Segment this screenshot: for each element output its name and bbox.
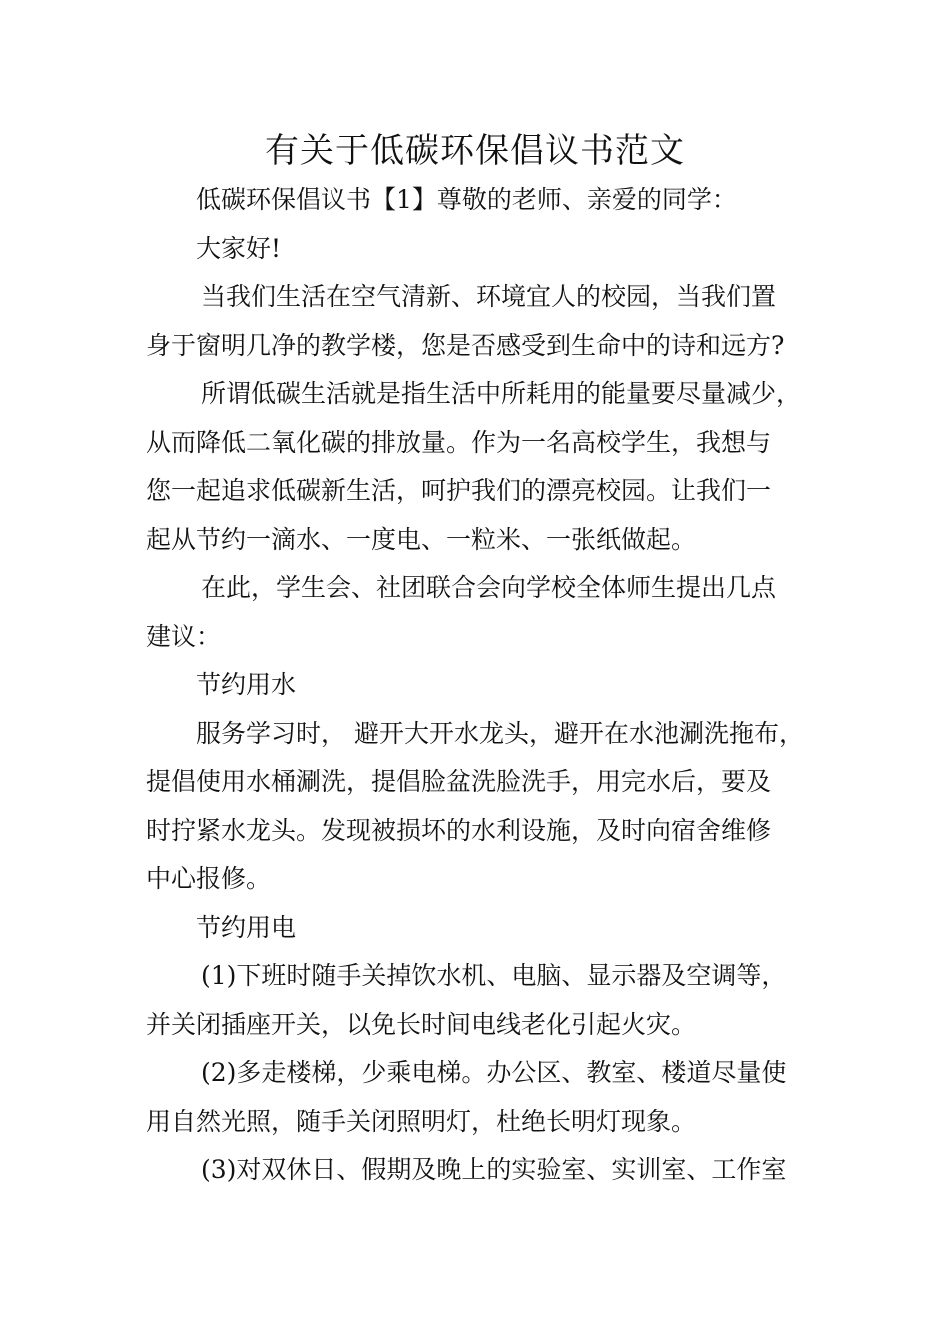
paragraph-line: 时拧紧水龙头。发现被损坏的水利设施，及时向宿舍维修 — [146, 815, 772, 845]
paragraph-line: 用自然光照，随手关闭照明灯，杜绝长明灯现象。 — [146, 1106, 697, 1136]
paragraph-line: 中心报修。 — [146, 864, 272, 893]
paragraph-line: 建议： — [146, 621, 222, 651]
paragraph-line: 当我们生活在空气清新、环境宜人的校园，当我们置 — [201, 282, 777, 311]
section-heading: 节约用电 — [196, 912, 297, 942]
paragraph-line: (2)多走楼梯，少乘电梯。办公区、教室、楼道尽量使 — [201, 1058, 787, 1087]
paragraph-line: 您一起追求低碳新生活，呵护我们的漂亮校园。让我们一 — [146, 476, 772, 505]
paragraph-line: 低碳环保倡议书【1】尊敬的老师、亲爱的同学： — [196, 185, 737, 214]
paragraph-line: 并关闭插座开关，以免长时间电线老化引起火灾。 — [146, 1009, 697, 1039]
paragraph-line: 起从节约一滴水、一度电、一粒米、一张纸做起。 — [146, 524, 697, 554]
section-heading: 节约用水 — [196, 670, 297, 699]
paragraph-line: 从而降低二氧化碳的排放量。作为一名高校学生，我想与 — [146, 427, 772, 457]
paragraph-line: (1)下班时随手关掉饮水机、电脑、显示器及空调等， — [201, 961, 787, 990]
paragraph-line: 身于窗明几净的教学楼，您是否感受到生命中的诗和远方? — [146, 330, 785, 360]
document-title: 有关于低碳环保倡议书范文 — [265, 131, 685, 171]
document-body — [146, 176, 826, 1195]
paragraph-line: 所谓低碳生活就是指生活中所耗用的能量要尽量减少， — [201, 379, 802, 408]
paragraph-line: (3)对双休日、假期及晚上的实验室、实训室、工作室 — [201, 1155, 787, 1184]
paragraph-line: 大家好! — [196, 233, 282, 263]
paragraph-line: 提倡使用水桶涮洗，提倡脸盆洗脸洗手，用完水后，要及 — [146, 767, 772, 796]
paragraph-line: 服务学习时， 避开大开水龙头，避开在水池涮洗拖布， — [196, 718, 804, 748]
paragraph-line: 在此，学生会、社团联合会向学校全体师生提出几点 — [201, 573, 777, 602]
